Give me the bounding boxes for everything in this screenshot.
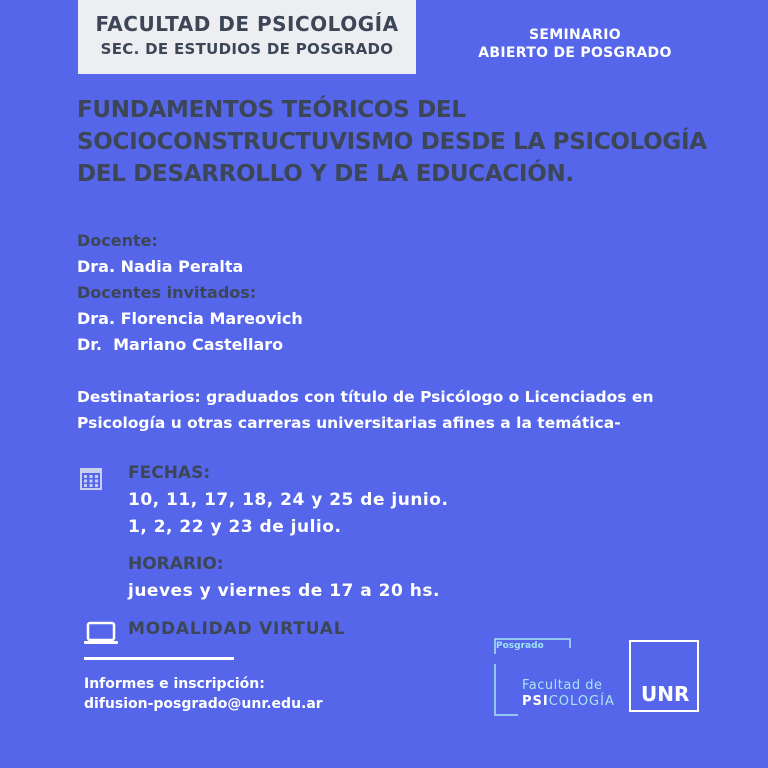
horario-label: HORARIO:: [128, 554, 224, 574]
logo-psicologia-text: [522, 694, 615, 709]
fechas-july: 1, 2, 22 y 23 de julio.: [128, 517, 342, 537]
docente-name: Dra. Nadia Peralta: [77, 257, 244, 276]
laptop-icon: [84, 621, 118, 645]
fechas-label: FECHAS:: [128, 463, 211, 483]
logo-psi-suffix: COLOGÍA: [548, 694, 615, 709]
unr-logo-text: UNR: [641, 682, 690, 706]
logo-posgrado-tag: Posgrado: [496, 641, 544, 651]
calendar-icon: [80, 466, 102, 490]
title-line2: SOCIOCONSTRUCTUVISMO DESDE LA PSICOLOGÍA: [77, 129, 707, 155]
facultad-psicologia-logo: [494, 638, 622, 716]
seminario-line2: ABIERTO DE POSGRADO: [478, 45, 672, 61]
header-department: SEC. DE ESTUDIOS DE POSGRADO: [100, 40, 394, 58]
docentes-section: [77, 228, 303, 358]
destinatarios-line1: Destinatarios: graduados con título de Psicólogo o Licenciados en: [77, 388, 654, 406]
header-box: [78, 0, 416, 74]
modalidad-label: MODALIDAD VIRTUAL: [128, 619, 346, 639]
invitados-label: Docentes invitados:: [77, 283, 257, 302]
informes-section: [84, 674, 323, 714]
logo-facultad-text: Facultad de: [522, 678, 603, 693]
seminario-line1: SEMINARIO: [529, 27, 621, 43]
invitado-name: Dr. Mariano Castellaro: [77, 335, 284, 354]
destinatarios-text: [77, 384, 737, 436]
invitado-name: Dra. Florencia Mareovich: [77, 309, 303, 328]
title-line1: FUNDAMENTOS TEÓRICOS DEL: [77, 97, 466, 123]
fechas-june: 10, 11, 17, 18, 24 y 25 de junio.: [128, 490, 449, 510]
seminar-title: [77, 94, 737, 190]
destinatarios-line2: Psicología u otras carreras universitarias afines a la temática-: [77, 414, 621, 432]
seminario-label: [470, 26, 680, 62]
schedule-section: [128, 460, 448, 605]
informes-label: Informes e inscripción:: [84, 676, 265, 692]
unr-logo: [629, 640, 699, 712]
docente-label: Docente:: [77, 231, 158, 250]
divider: [84, 657, 234, 660]
horario-value: jueves y viernes de 17 a 20 hs.: [128, 581, 440, 601]
logo-psi-prefix: PSI: [522, 694, 549, 709]
header-faculty-name: FACULTAD DE PSICOLOGÍA: [95, 12, 399, 36]
informes-email[interactable]: difusion-posgrado@unr.edu.ar: [84, 696, 323, 712]
title-line3: DEL DESARROLLO Y DE LA EDUCACIÓN.: [77, 161, 574, 187]
